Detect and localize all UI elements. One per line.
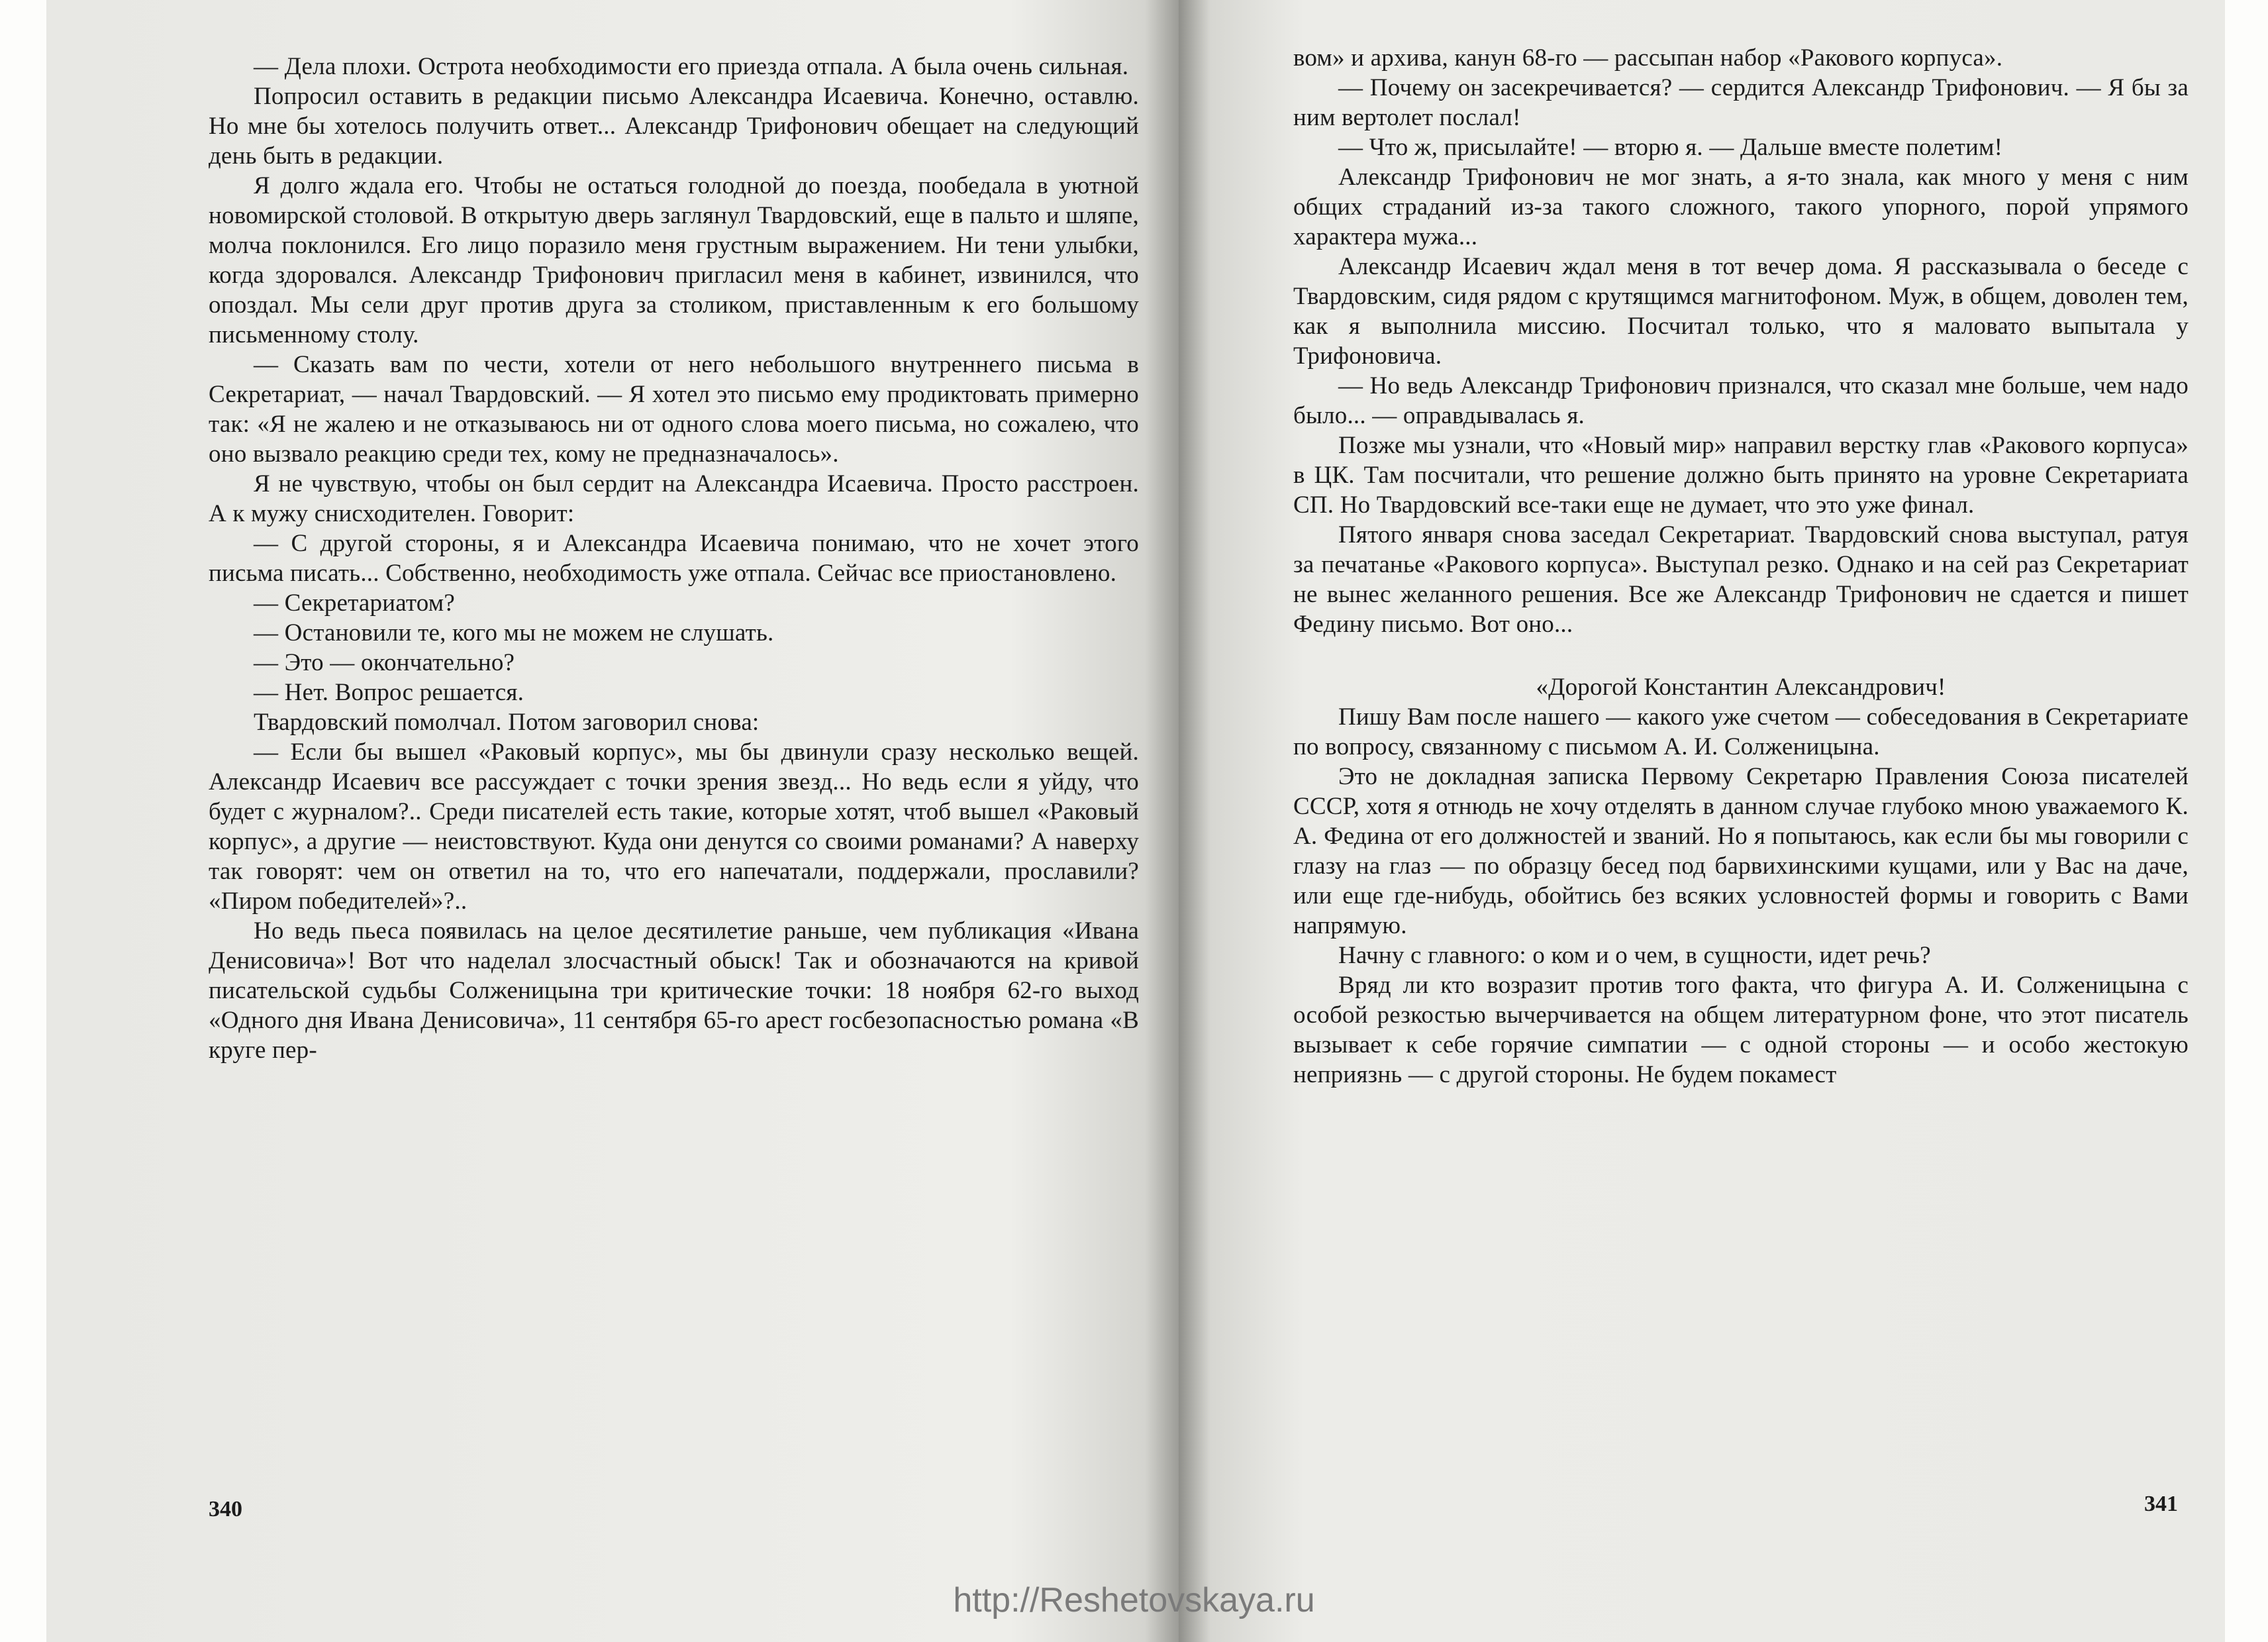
paragraph: — Если бы вышел «Раковый корпус», мы бы двинули сразу несколько вещей. Александр Исаевич все рассуждает с точки зрения звезд... Но ведь если я уйду, что будет с журналом?.. Среди писателей есть такие, которые хотят, чтоб вышел «Раковый корпус», а другие — неистовствуют. Куда они денутся со своими романами? А наверху так говорят: чем он ответил на то, что его напечатали, поддержали, прославили? «Пиром победителей»?..	[209, 739, 1139, 915]
right-page	[1179, 0, 2225, 1642]
page-number-left: 340	[209, 1497, 242, 1521]
paragraph: — Нет. Вопрос решается.	[254, 679, 524, 706]
paragraph: Начну с главного: о ком и о чем, в сущности, идет речь?	[1338, 942, 1931, 969]
paragraph: Александр Трифонович не мог знать, а я-то знала, как много у меня с ним общих страданий из-за такого сложного, такого упорного, порой упрямого характера мужа...	[1293, 164, 2189, 250]
paragraph: Я не чувствую, чтобы он был сердит на Александра Исаевича. Просто расстроен. А к мужу снисходителен. Говорит:	[209, 470, 1139, 527]
paragraph: Вряд ли кто возразит против того факта, что фигура А. И. Солженицына с особой резкостью вычерчивается на общем литературном фоне, что этот писатель вызывает к себе горячие симпатии — с одной стороны — и особо жестокую неприязнь — с другой стороны. Не будем покамест	[1293, 972, 2189, 1088]
letter-salutation: «Дорогой Константин Александрович!	[1536, 674, 1946, 701]
paragraph: — С другой стороны, я и Александра Исаевича понимаю, что не хочет этого письма писать... Собственно, необходимость уже отпала. Сейчас все приостановлено.	[209, 530, 1139, 587]
paragraph: — Сказать вам по чести, хотели от него небольшого внутреннего письма в Секретариат, — начал Твардовский. — Я хотел это письмо ему продиктовать примерно так: «Я не жалею и не отказываюсь ни от одного слова моего письма, но сожалею, что оно вызвало реакцию среди тех, кому не предназначалось».	[209, 351, 1139, 468]
paragraph: Я долго ждала его. Чтобы не остаться голодной до поезда, пообедала в уютной новомирской столовой. В открытую дверь заглянул Твардовский, еще в пальто и шляпе, молча поклонился. Его лицо поразило меня грустным выражением. Ни тени улыбки, когда здоровался. Александр Трифонович пригласил меня в кабинет, извинился, что опоздал. Мы сели друг против друга за столиком, приставленным к его большому письменному столу.	[209, 172, 1139, 348]
paragraph: — Остановили те, кого мы не можем не слушать.	[254, 619, 774, 646]
paragraph: Александр Исаевич ждал меня в тот вечер дома. Я рассказывала о беседе с Твардовским, сидя рядом с крутящимся магнитофоном. Муж, в общем, доволен тем, как я выполнила миссию. Посчитал только, что я маловато выпытала у Трифоновича.	[1293, 253, 2189, 370]
source-watermark: http://Reshetovskaya.ru	[953, 1581, 1315, 1619]
paragraph: Пишу Вам после нашего — какого уже счетом — собеседования в Секретариате по вопросу, связанному с письмом А. И. Солженицына.	[1293, 703, 2189, 760]
paragraph: — Это — окончательно?	[254, 649, 515, 676]
paragraph: Попросил оставить в редакции письмо Александра Исаевича. Конечно, оставлю. Но мне бы хотелось получить ответ... Александр Трифонович обещает на следующий день быть в редакции.	[209, 83, 1139, 170]
paragraph: — Дела плохи. Острота необходимости его приезда отпала. А была очень сильная.	[254, 53, 1129, 80]
paragraph: — Почему он засекречивается? — сердится Александр Трифонович. — Я бы за ним вертолет послал!	[1293, 74, 2189, 131]
left-page-text	[209, 52, 1139, 1065]
page-number-right: 341	[2144, 1492, 2178, 1516]
paragraph: — Но ведь Александр Трифонович признался, что сказал мне больше, чем надо было... — оправдывалась я.	[1293, 372, 2189, 429]
paragraph: Пятого января снова заседал Секретариат. Твардовский снова выступал, ратуя за печатанье «Ракового корпуса». Выступал резко. Однако и на сей раз Секретариат не вынес желанного решения. Все же Александр Трифонович не сдается и пишет Федину письмо. Вот оно...	[1293, 521, 2189, 638]
right-page-text	[1293, 43, 2189, 1090]
paragraph: — Секретариатом?	[254, 590, 456, 617]
paragraph: Твардовский помолчал. Потом заговорил снова:	[254, 709, 760, 736]
paragraph: — Что ж, присылайте! — вторю я. — Дальше вместе полетим!	[1338, 134, 2003, 161]
book-spread	[46, 0, 2225, 1642]
paragraph: Позже мы узнали, что «Новый мир» направил верстку глав «Ракового корпуса» в ЦК. Там посчитали, что решение должно быть принято на уровне Секретариата СП. Но Твардовский все-таки еще не думает, что это уже финал.	[1293, 432, 2189, 519]
left-page	[46, 0, 1179, 1642]
paragraph: Но ведь пьеса появилась на целое десятилетие раньше, чем публикация «Ивана Денисовича»! Вот что наделал злосчастный обыск! Так и обозначаются на кривой писательской судьбы Солженицына три критические точки: 18 ноября 62-го выход «Одного дня Ивана Денисовича», 11 сентября 65-го арест госбезопасностью романа «В круге пер-	[209, 917, 1139, 1064]
paragraph: вом» и архива, канун 68-го — рассыпан набор «Ракового корпуса».	[1293, 44, 2003, 72]
paragraph: Это не докладная записка Первому Секретарю Правления Союза писателей СССР, хотя я отнюдь не хочу отделять в данном случае глубоко мною уважаемого К. А. Федина от его должностей и званий. Но я попытаюсь, как если бы мы говорили с глазу на глаз — по образцу бесед под барвихинскими кущами, или у Вас на даче, или еще где-нибудь, обойтись без всяких условностей формы и говорить с Вами напрямую.	[1293, 763, 2189, 939]
